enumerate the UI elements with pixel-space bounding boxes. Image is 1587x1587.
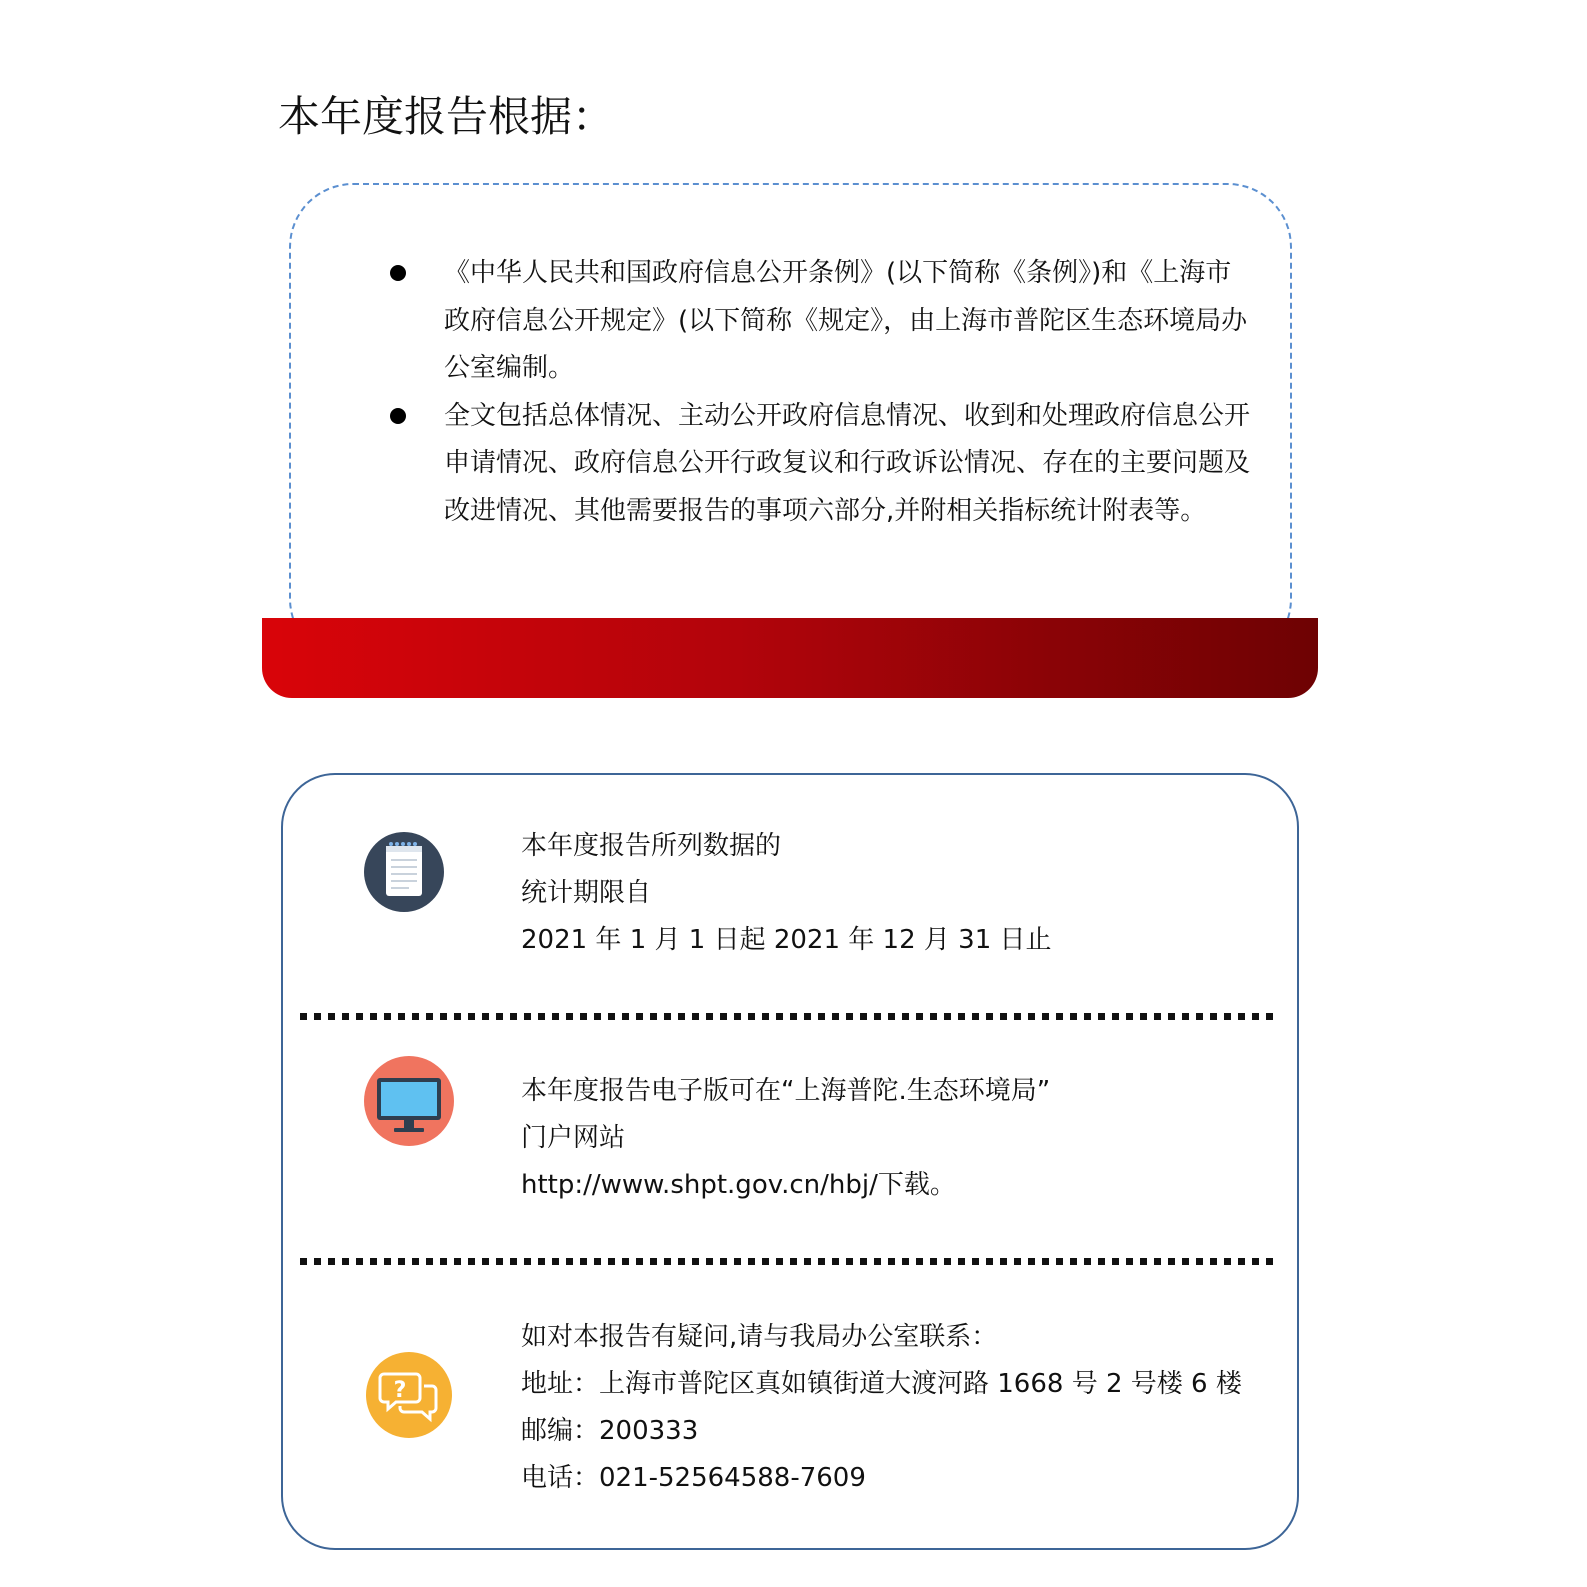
download-line: 本年度报告电子版可在“上海普陀.生态环境局” [521,1076,1051,1106]
dotted-divider [300,1258,1276,1265]
svg-text:?: ? [393,1378,407,1403]
bullet-icon [390,265,406,281]
basis-list-item [388,393,1254,536]
contact-text [521,1314,1242,1502]
contact-address: 地址：上海市普陀区真如镇街道大渡河路 1668 号 2 号楼 6 楼 [521,1369,1242,1399]
monitor-icon [364,1056,454,1146]
download-url: http://www.shpt.gov.cn/hbj/下载。 [521,1170,956,1200]
bullet-icon [390,408,406,424]
period-line: 2021 年 1 月 1 日起 2021 年 12 月 31 日止 [521,925,1052,955]
download-line: 门户网站 [521,1123,626,1153]
page-title: 本年度报告根据： [278,92,615,141]
period-line: 统计期限自 [521,878,652,908]
download-text [521,1068,1050,1209]
basis-list [388,250,1254,535]
basis-item-text: 全文包括总体情况、主动公开政府信息情况、收到和处理政府信息公开申请情况、政府信息公开行政复议和行政诉讼情况、存在的主要问题及改进情况、其他需要报告的事项六部分,并附相关指标统计附表等。 [444,400,1251,526]
period-line: 本年度报告所列数据的 [521,831,782,861]
contact-phone: 电话：021-52564588-7609 [521,1463,866,1493]
contact-postcode: 邮编：200333 [521,1416,699,1446]
contact-line: 如对本报告有疑问,请与我局办公室联系： [521,1322,998,1352]
red-gradient-band [262,618,1318,698]
basis-list-item [388,250,1254,393]
basis-item-text: 《中华人民共和国政府信息公开条例》(以下简称《条例》)和《上海市政府信息公开规定》(以下简称《规定》，由上海市普陀区生态环境局办公室编制。 [444,258,1248,383]
dotted-divider [300,1013,1276,1020]
period-text [521,823,1052,964]
question-chat-icon [366,1352,452,1438]
notepad-icon [364,832,444,912]
